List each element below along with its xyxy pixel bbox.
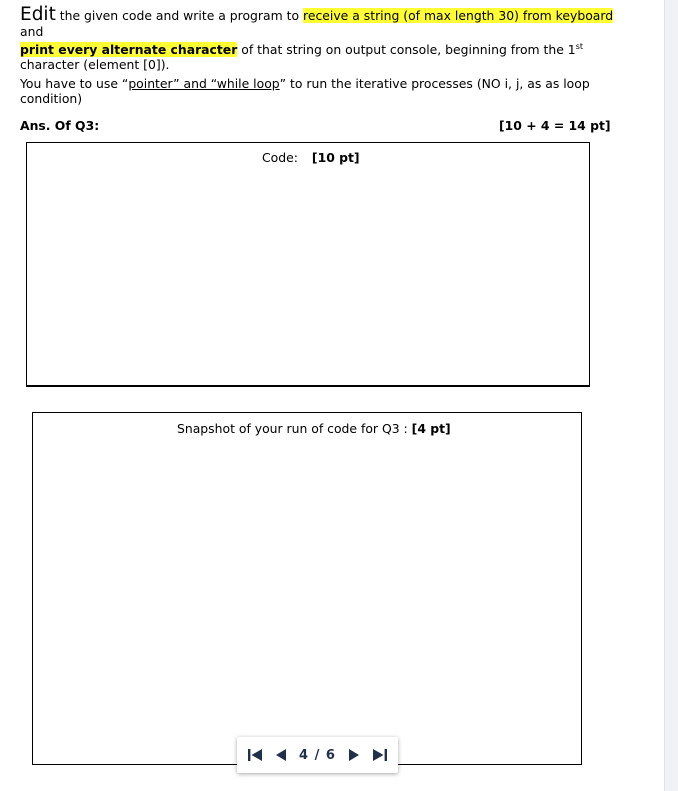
last-page-button[interactable] — [372, 747, 388, 763]
snapshot-label: Snapshot of your run of code for Q3 : — [177, 421, 412, 436]
highlight-print-alternate: print every alternate character — [20, 42, 238, 58]
instruction-paragraph — [20, 6, 620, 72]
underlined-pointer-while: pointer” and “while loop — [128, 76, 280, 92]
previous-page-button[interactable] — [275, 747, 287, 763]
snapshot-answer-box[interactable] — [32, 412, 582, 765]
instruction-text: character (element [0]). — [20, 57, 170, 73]
next-page-button[interactable] — [348, 747, 360, 763]
constraint-text: You have to use “ — [20, 76, 129, 92]
edit-word: Edit — [20, 4, 56, 25]
instruction-text: the given code and write a program to — [55, 8, 303, 23]
vertical-scrollbar[interactable] — [664, 0, 678, 791]
previous-page-icon — [275, 747, 287, 763]
code-label: Code: — [262, 150, 298, 165]
last-page-icon — [372, 747, 388, 763]
first-page-button[interactable] — [247, 747, 263, 763]
instruction-text: and — [20, 24, 44, 39]
constraint-paragraph — [20, 76, 620, 106]
instruction-text: of that string on output console, beginning from the 1 — [237, 42, 576, 58]
answer-label: Ans. Of Q3: — [20, 118, 100, 133]
superscript-st: st — [575, 42, 584, 51]
code-answer-box[interactable] — [26, 142, 590, 387]
page-indicator: 4 / 6 — [299, 747, 336, 763]
code-box-title — [262, 150, 360, 165]
first-page-icon — [247, 747, 263, 763]
snapshot-points: [4 pt] — [411, 421, 451, 436]
question-text — [20, 6, 620, 106]
snapshot-box-title — [177, 421, 451, 436]
highlight-receive-string: receive a string (of max length 30) from keyboard — [303, 8, 614, 23]
constraint-text: ” to run the iterative processes (NO i, j, as as loop condition) — [20, 76, 590, 107]
page-navigator — [237, 737, 398, 773]
next-page-icon — [348, 747, 360, 763]
code-points: [10 pt] — [311, 150, 360, 165]
answer-points: [10 + 4 = 14 pt] — [499, 118, 611, 133]
